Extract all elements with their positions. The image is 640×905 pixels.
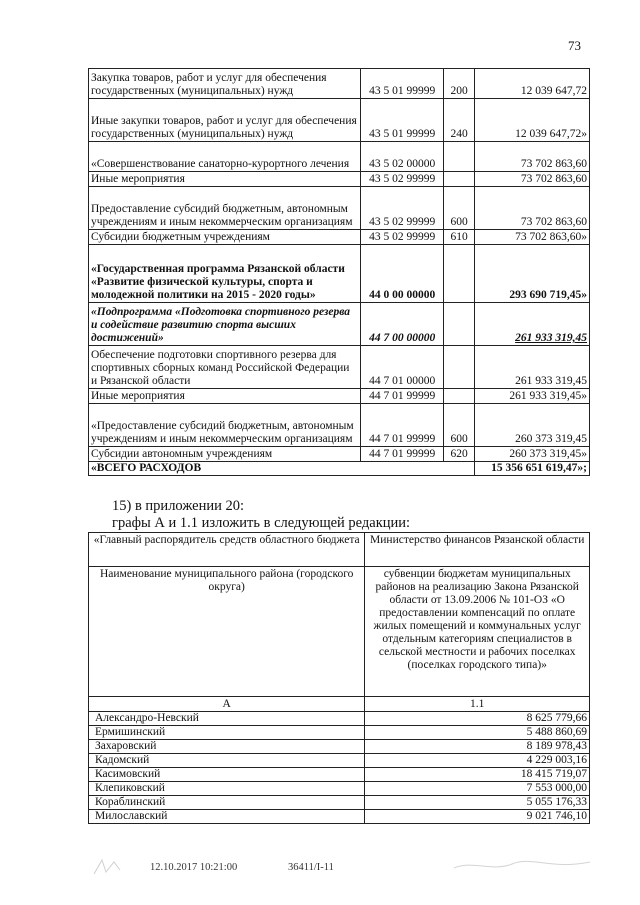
row-expense-type [444, 142, 475, 172]
table-row [89, 303, 590, 346]
column-label-1-1: 1.1 [365, 697, 590, 712]
row-expense-type: 610 [444, 230, 475, 245]
district-amount: 5 055 176,33 [365, 796, 590, 810]
signature-icon [452, 856, 592, 876]
table-row [89, 172, 590, 187]
table-row [89, 447, 590, 462]
district-name: Ермишинский [89, 726, 365, 740]
row-name: Иные закупки товаров, работ и услуг для обеспечения государственных (муниципальных) нужд [89, 99, 361, 142]
district-amount: 8 625 779,66 [365, 712, 590, 726]
row-expense-type [444, 303, 475, 346]
row-code: 43 5 01 99999 [361, 69, 444, 99]
district-name: Клепиковский [89, 782, 365, 796]
paragraph-15: 15) в приложении 20: [112, 498, 245, 514]
district-amount: 4 229 003,16 [365, 754, 590, 768]
row-sum: 261 933 319,45 [475, 303, 590, 346]
row-sum: 73 702 863,60 [475, 142, 590, 172]
row-name: Субсидии автономным учреждениям [89, 447, 361, 462]
row-expense-type [444, 172, 475, 187]
expenses-table [88, 68, 590, 476]
district-row [89, 712, 590, 726]
page-number: 73 [568, 38, 581, 53]
row-expense-type [444, 346, 475, 389]
row-code: 44 7 01 99999 [361, 389, 444, 404]
district-amount: 5 488 860,69 [365, 726, 590, 740]
table-row [89, 187, 590, 230]
district-row [89, 754, 590, 768]
row-expense-type: 600 [444, 404, 475, 447]
row-code: 44 7 01 99999 [361, 404, 444, 447]
table-row [89, 245, 590, 303]
total-row [89, 462, 590, 476]
row-name: Иные мероприятия [89, 389, 361, 404]
faint-signature [452, 856, 592, 876]
district-amount: 18 415 719,07 [365, 768, 590, 782]
table-row [89, 230, 590, 245]
row-sum: 293 690 719,45» [475, 245, 590, 303]
row-name: Предоставление субсидий бюджетным, автономным учреждениям и иным некоммерческим организациям [89, 187, 361, 230]
row-name: Субсидии бюджетным учреждениям [89, 230, 361, 245]
district-name: Александро-Невский [89, 712, 365, 726]
district-row [89, 796, 590, 810]
row-name: «Подпрограмма «Подготовка спортивного резерва и содействие развитию спорта высших достижений» [89, 303, 361, 346]
paragraph-columns: графы А и 1.1 изложить в следующей редакции: [112, 515, 411, 531]
district-name: Кадомский [89, 754, 365, 768]
district-name: Касимовский [89, 768, 365, 782]
total-sum: 15 356 651 619,47»; [475, 462, 590, 476]
district-row [89, 810, 590, 824]
row-expense-type: 200 [444, 69, 475, 99]
row-sum: 73 702 863,60» [475, 230, 590, 245]
total-label: «ВСЕГО РАСХОДОВ [89, 462, 475, 476]
appendix-20-table [88, 532, 590, 824]
table-row [89, 142, 590, 172]
row-name: «Совершенствование санаторно-курортного лечения [89, 142, 361, 172]
row-sum: 260 373 319,45» [475, 447, 590, 462]
row-code: 43 5 02 99999 [361, 230, 444, 245]
row-code: 43 5 02 99999 [361, 172, 444, 187]
district-row [89, 726, 590, 740]
row-sum: 261 933 319,45 [475, 346, 590, 389]
row-name: «Государственная программа Рязанской области «Развитие физической культуры, спорта и молодежной политики на 2015 - 2020 годы» [89, 245, 361, 303]
header-distributor-label: «Главный распорядитель средств областного бюджета [89, 533, 365, 567]
row-sum: 260 373 319,45 [475, 404, 590, 447]
stamp-icon [92, 856, 122, 878]
row-expense-type [444, 389, 475, 404]
district-amount: 9 021 746,10 [365, 810, 590, 824]
row-code: 44 7 01 00000 [361, 346, 444, 389]
row-sum: 261 933 319,45» [475, 389, 590, 404]
district-row [89, 782, 590, 796]
district-row [89, 768, 590, 782]
district-name: Захаровский [89, 740, 365, 754]
table-row [89, 69, 590, 99]
footer-datetime: 12.10.2017 10:21:00 [150, 862, 238, 873]
row-name: Закупка товаров, работ и услуг для обеспечения государственных (муниципальных) нужд [89, 69, 361, 99]
table-row [89, 346, 590, 389]
row-code: 43 5 02 99999 [361, 187, 444, 230]
row-sum: 73 702 863,60 [475, 172, 590, 187]
row-name: Иные мероприятия [89, 172, 361, 187]
header-distributor-value: Министерство финансов Рязанской области [365, 533, 590, 567]
row-expense-type: 600 [444, 187, 475, 230]
row-name: Обеспечение подготовки спортивного резерва для спортивных сборных команд Российской Федерации и Рязанской области [89, 346, 361, 389]
header-district-label: Наименование муниципального района (городского округа) [89, 567, 365, 697]
row-expense-type [444, 245, 475, 303]
district-amount: 7 553 000,00 [365, 782, 590, 796]
row-code: 43 5 01 99999 [361, 99, 444, 142]
stamp-mark [92, 856, 122, 878]
table-row [89, 99, 590, 142]
district-name: Милославский [89, 810, 365, 824]
footer-doc-number: 36411/I-11 [288, 862, 334, 873]
district-amount: 8 189 978,43 [365, 740, 590, 754]
table-row [89, 404, 590, 447]
district-row [89, 740, 590, 754]
row-expense-type: 620 [444, 447, 475, 462]
row-code: 44 0 00 00000 [361, 245, 444, 303]
row-sum: 12 039 647,72» [475, 99, 590, 142]
row-code: 44 7 01 99999 [361, 447, 444, 462]
table-row [89, 389, 590, 404]
row-name: «Предоставление субсидий бюджетным, автономным учреждениям и иным некоммерческим организациям [89, 404, 361, 447]
row-code: 43 5 02 00000 [361, 142, 444, 172]
district-name: Кораблинский [89, 796, 365, 810]
header-subvention-label: субвенции бюджетам муниципальных районов на реализацию Закона Рязанской области от 13.09.2006 № 101-ОЗ «О предоставлении компенсаций по оплате жилых помещений и коммунальных услуг отдельным категориям специалистов в сельской местности и рабочих поселках (поселках городского типа)» [365, 567, 590, 697]
column-label-a: А [89, 697, 365, 712]
row-expense-type: 240 [444, 99, 475, 142]
row-sum: 73 702 863,60 [475, 187, 590, 230]
row-sum: 12 039 647,72 [475, 69, 590, 99]
row-code: 44 7 00 00000 [361, 303, 444, 346]
